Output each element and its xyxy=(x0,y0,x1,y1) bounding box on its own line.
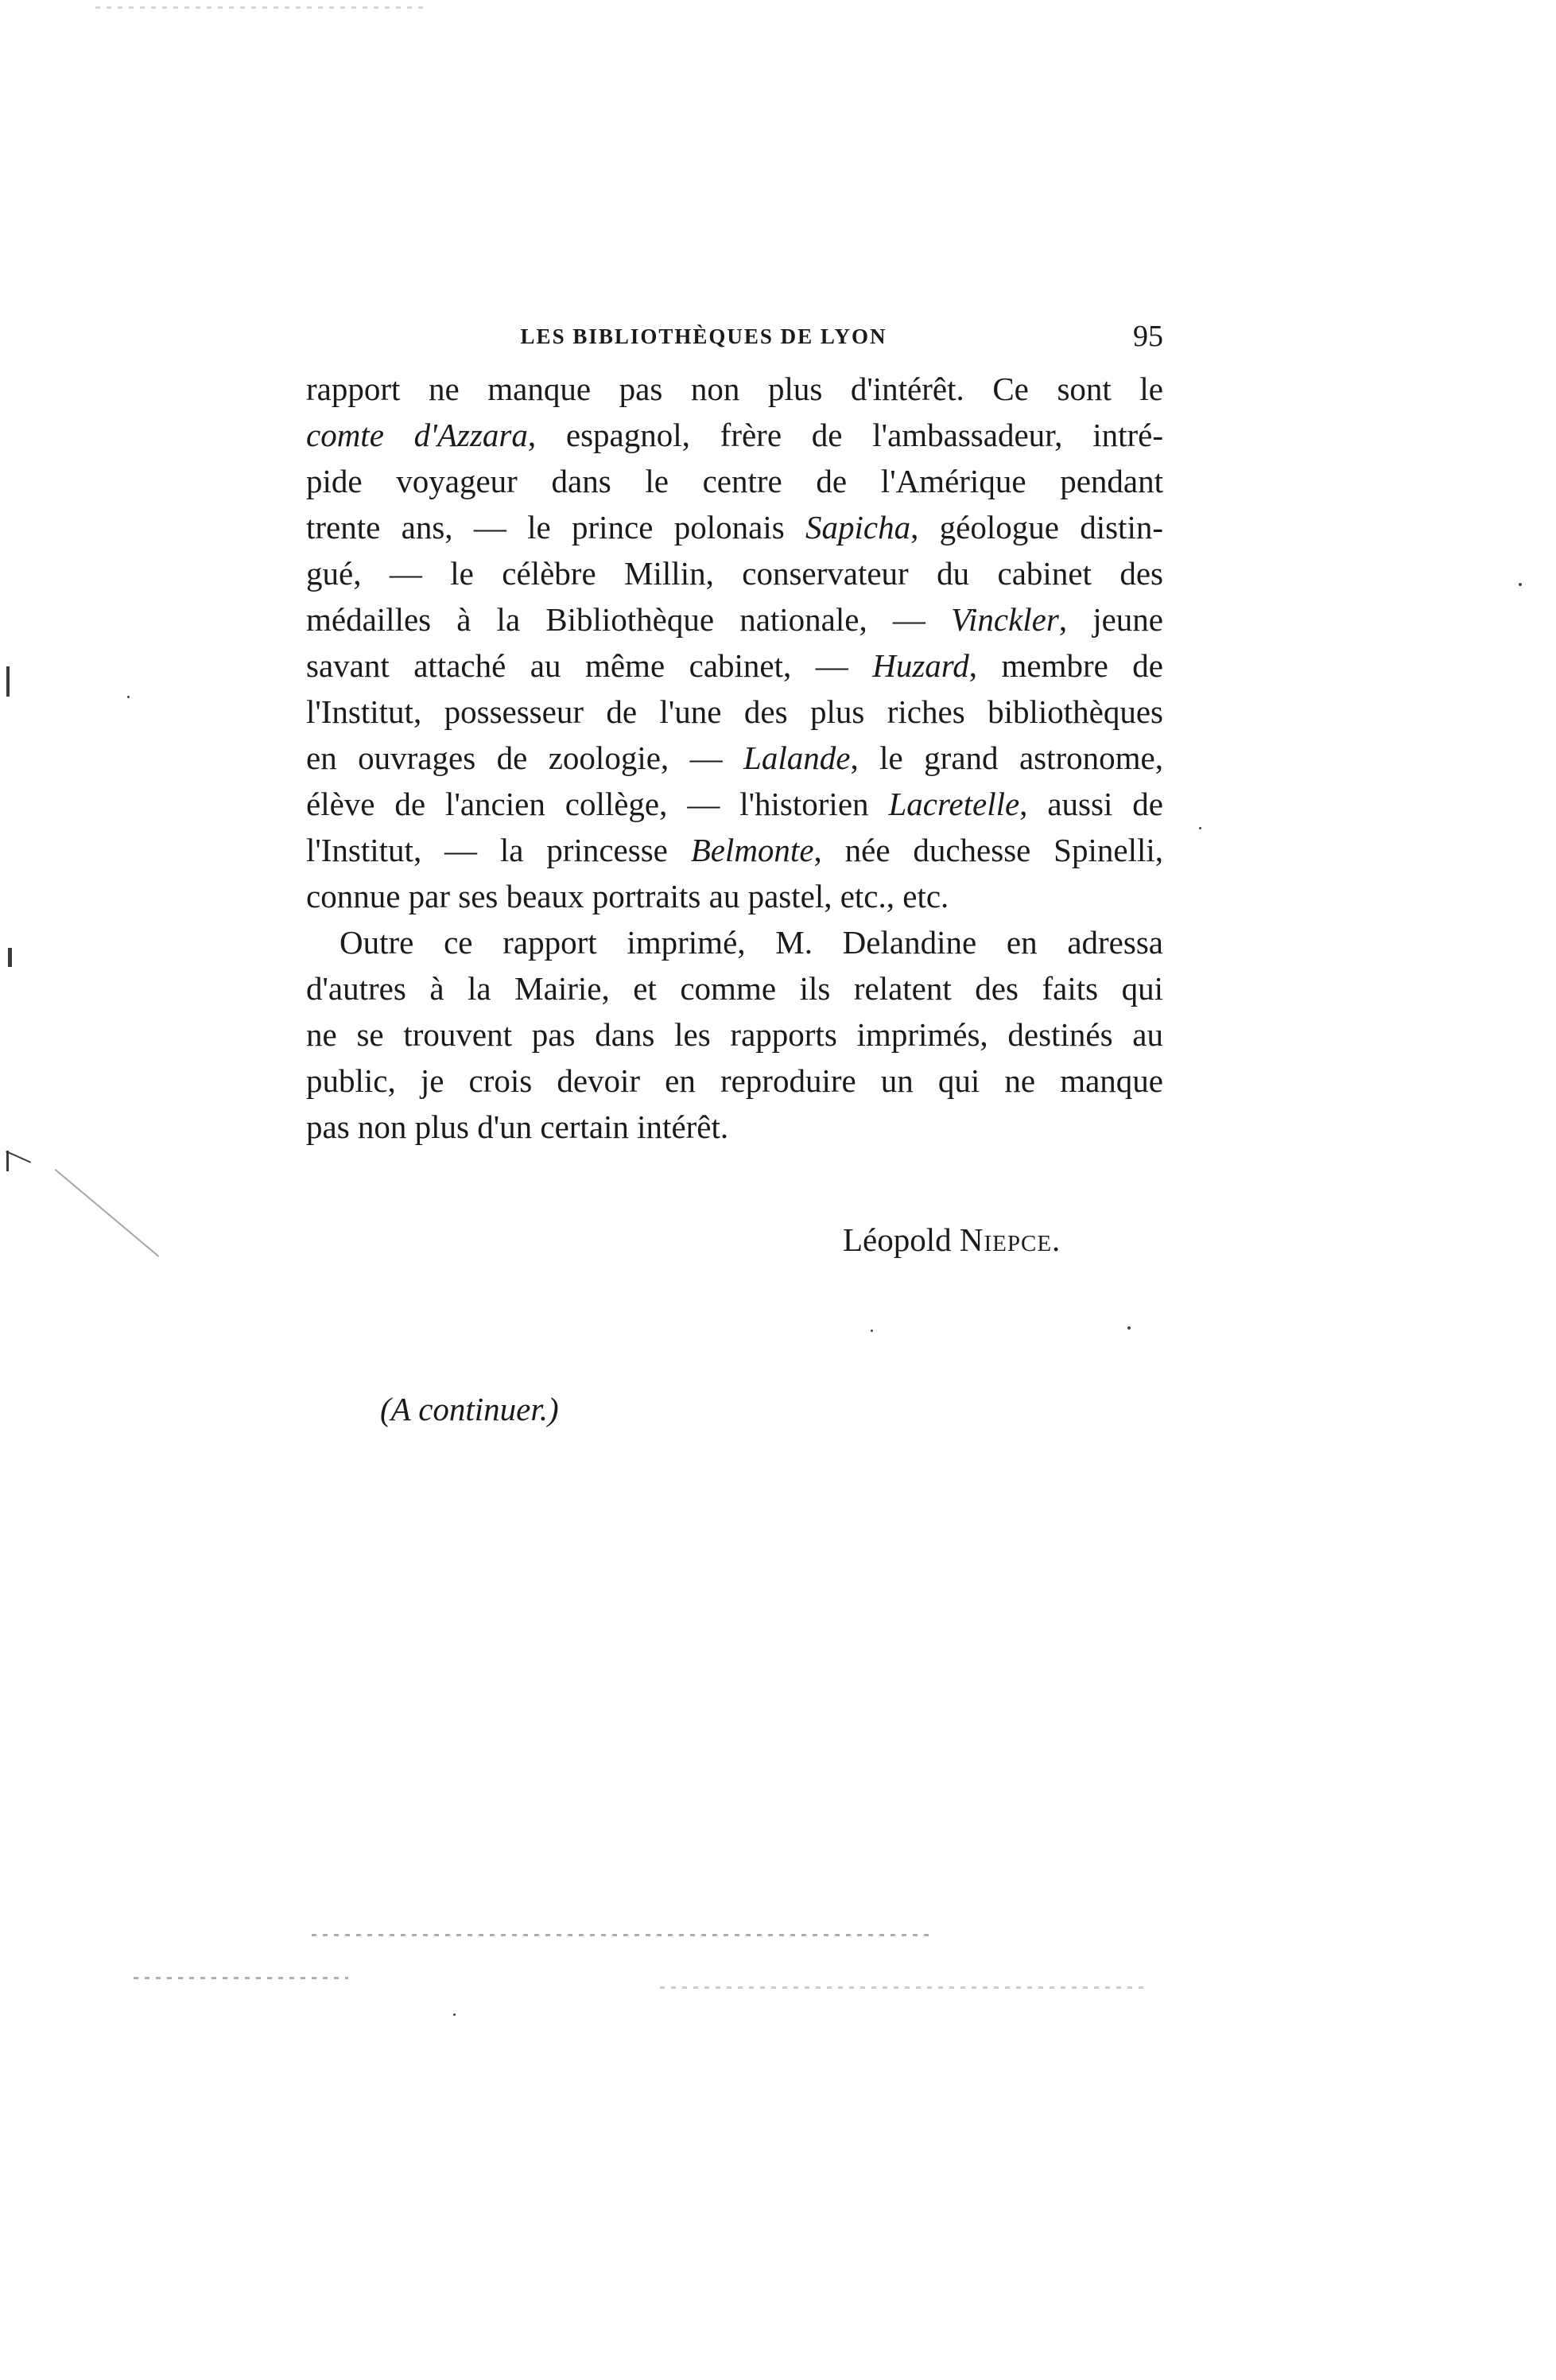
text-line: rapport ne manque pas non plus d'intérêt. Ce sont le xyxy=(306,371,1163,407)
scan-mark xyxy=(6,666,10,697)
scan-speck xyxy=(871,1330,873,1332)
text-line: public, je crois devoir en reproduire un qui ne manque xyxy=(306,1062,1163,1099)
text-line: pide voyageur dans le centre de l'Amérique pendant xyxy=(306,463,1163,499)
body-text xyxy=(306,366,1163,1150)
text-line: d'autres à la Mairie, et comme ils relatent des faits qui xyxy=(306,970,1163,1007)
author-signature xyxy=(843,1217,1061,1263)
text-line: savant attaché au même cabinet, — Huzard, membre de xyxy=(306,647,1163,684)
text-line: comte d'Azzara, espagnol, frère de l'ambassadeur, intré- xyxy=(306,417,1163,453)
scan-mark xyxy=(55,1169,160,1257)
text-line: trente ans, — le prince polonais Sapicha, géologue distin- xyxy=(306,509,1163,545)
paragraph-start-line: Outre ce rapport imprimé, M. Delandine en adressa xyxy=(340,924,1163,961)
page-number: 95 xyxy=(1133,320,1163,353)
text-line: pas non plus d'un certain intérêt. xyxy=(306,1108,729,1145)
text-line: ne se trouvent pas dans les rapports imprimés, destinés au xyxy=(306,1016,1163,1053)
scan-speck xyxy=(1127,1326,1131,1330)
italic-name: comte d'Azzara xyxy=(306,417,528,453)
text-line: l'Institut, — la princesse Belmonte, née duchesse Spinelli, xyxy=(306,832,1164,868)
text-line: en ouvrages de zoologie, — Lalande, le grand astronome, xyxy=(306,740,1164,776)
italic-name: Huzard xyxy=(872,647,969,684)
running-head xyxy=(306,316,1163,356)
text-line: connue par ses beaux portraits au pastel, etc., etc. xyxy=(306,878,949,914)
scan-mark xyxy=(6,1151,9,1171)
scan-mark xyxy=(8,948,12,967)
italic-name: Lalande xyxy=(743,740,851,776)
scan-smudge xyxy=(312,1934,932,1936)
author-surname: Niepce. xyxy=(959,1221,1061,1258)
scan-speck xyxy=(1519,583,1522,586)
continuation-note: (A continuer.) xyxy=(380,1391,559,1427)
scan-smudge xyxy=(660,1986,1145,1989)
scan-speck xyxy=(127,696,130,698)
scan-mark xyxy=(6,1151,31,1163)
scan-smudge xyxy=(134,1977,348,1979)
italic-name: Belmonte xyxy=(690,832,814,868)
text-line: élève de l'ancien collège, — l'historien Lacretelle, aussi de xyxy=(306,786,1163,822)
author-first-name: Léopold xyxy=(843,1221,952,1258)
scan-smudge xyxy=(95,6,429,9)
running-title: LES BIBLIOTHÈQUES DE LYON xyxy=(520,324,887,348)
text-line: l'Institut, possesseur de l'une des plus riches bibliothèques xyxy=(306,693,1163,730)
text-line: médailles à la Bibliothèque nationale, — Vinckler, jeune xyxy=(306,601,1163,638)
italic-name: Vinckler xyxy=(950,601,1059,638)
scan-speck xyxy=(453,2013,456,2016)
scan-speck xyxy=(1199,827,1201,829)
italic-name: Sapicha xyxy=(805,509,911,545)
text-line: gué, — le célèbre Millin, conservateur du cabinet des xyxy=(306,555,1163,592)
italic-name: Lacretelle xyxy=(888,786,1020,822)
